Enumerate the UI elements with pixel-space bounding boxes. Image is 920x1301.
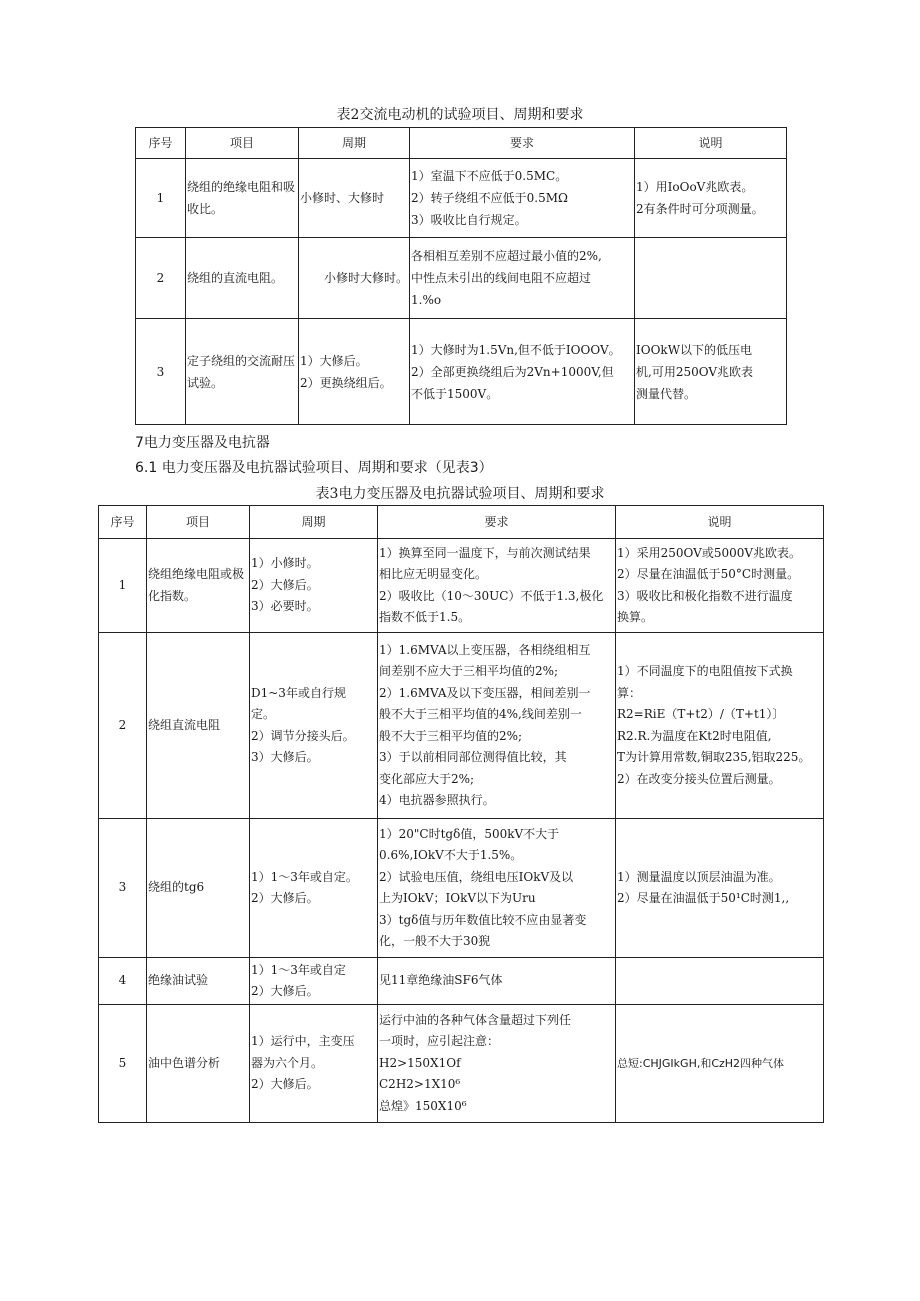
period-line: 1）运行中，主变压 bbox=[251, 1034, 355, 1049]
row-no: 3 bbox=[99, 819, 147, 958]
row-req bbox=[378, 958, 616, 1005]
note-line: 1）测量温度以顶层油温为准。 bbox=[617, 869, 781, 884]
req-line: 4）电抗器参照执行。 bbox=[379, 793, 495, 807]
req-line: 见11章绝缘油SF6气体 bbox=[379, 973, 503, 988]
row-period: 小修时、大修时 bbox=[299, 159, 410, 238]
table3 bbox=[98, 505, 824, 1123]
req-line: H2>150X1Of bbox=[379, 1055, 461, 1070]
req-line: 1）20"C时tgδ值，500kV不大于 bbox=[379, 826, 560, 841]
row-req bbox=[378, 633, 616, 819]
row-note bbox=[616, 1005, 824, 1123]
req-line: 1.%o bbox=[411, 293, 442, 307]
period-line: 1）1～3年或自定。 bbox=[251, 869, 358, 884]
table2 bbox=[135, 127, 787, 425]
row-item: 绕组直流电阻 bbox=[147, 633, 250, 819]
header-no: 序号 bbox=[136, 128, 186, 159]
row-period bbox=[250, 819, 378, 958]
req-line: 总煌》150X10⁶ bbox=[379, 1098, 467, 1113]
period-line: 1）1～3年或自定 bbox=[251, 962, 346, 977]
req-line: 3）吸收比自行规定。 bbox=[411, 213, 527, 227]
row-note bbox=[616, 633, 824, 819]
row-note bbox=[635, 159, 787, 238]
req-line: 2）试验电压值，绕组电压IOkV及以 bbox=[379, 869, 574, 884]
row-req bbox=[410, 319, 635, 425]
req-line: 间差别不应大于三相平均值的2%; bbox=[379, 664, 559, 678]
row-item: 绕组的直流电阻。 bbox=[186, 238, 299, 319]
period-line: 2）大修后。 bbox=[251, 577, 319, 592]
note-line: 换算。 bbox=[617, 610, 654, 624]
header-note: 说明 bbox=[616, 506, 824, 539]
note-line: R2.R.为温度在Kt2时电阻值, bbox=[617, 728, 772, 743]
row-period bbox=[250, 539, 378, 633]
note-line: 测量代替。 bbox=[636, 386, 697, 401]
header-req: 要求 bbox=[378, 506, 616, 539]
table-row bbox=[99, 958, 824, 1005]
note-line: 2有条件时可分项测量。 bbox=[636, 202, 764, 216]
header-req: 要求 bbox=[410, 128, 635, 159]
req-line: 2）1.6MVA及以下变压器，相间差别一 bbox=[379, 685, 591, 700]
req-line: 不低于1500V。 bbox=[411, 386, 499, 401]
period-line: 2）调节分接头后。 bbox=[251, 728, 355, 743]
header-note: 说明 bbox=[635, 128, 787, 159]
req-line: 3）tgδ值与历年数值比较不应由显著变 bbox=[379, 912, 587, 927]
period-line: 器为六个月。 bbox=[251, 1055, 324, 1070]
note-line: 2）尽量在油温低于50°C时测量。 bbox=[617, 567, 800, 581]
row-req bbox=[410, 238, 635, 319]
req-line: 2）转子绕组不应低于0.5MΩ bbox=[411, 191, 568, 205]
row-req bbox=[378, 539, 616, 633]
req-line: 2）吸收比（10～30UC）不低于1.3,极化 bbox=[379, 588, 604, 603]
req-line: 1）换算至同一温度下，与前次测试结果 bbox=[379, 545, 591, 560]
req-line: 1）室温下不应低于0.5MC。 bbox=[411, 169, 568, 183]
req-line: 般不大于三相平均值的2%; bbox=[379, 728, 523, 743]
table2-header-row bbox=[136, 128, 787, 159]
row-no: 1 bbox=[136, 159, 186, 238]
table-row bbox=[136, 319, 787, 425]
row-req bbox=[378, 819, 616, 958]
req-line: 1）大修时为1.5Vn,但不低于IOOOV。 bbox=[411, 342, 621, 357]
section-heading-7: 7电力变压器及电抗器 bbox=[135, 435, 270, 451]
row-req bbox=[378, 1005, 616, 1123]
row-item: 绕组的tg6 bbox=[147, 819, 250, 958]
note-line: IOOkW以下的低压电 bbox=[636, 342, 753, 357]
req-line: 中性点未引出的线间电阻不应超过 bbox=[411, 271, 592, 285]
note-line: 2）在改变分接头位置后测量。 bbox=[617, 771, 781, 786]
note-line: R2=RiE（T+t2）/（T+t1）〕 bbox=[617, 707, 785, 721]
row-no: 2 bbox=[99, 633, 147, 819]
row-no: 5 bbox=[99, 1005, 147, 1123]
row-no: 1 bbox=[99, 539, 147, 633]
note-line: 算： bbox=[617, 685, 642, 700]
req-line: 各相相互差别不应超过最小值的2%, bbox=[411, 249, 602, 263]
row-no: 4 bbox=[99, 958, 147, 1005]
period-line: 定。 bbox=[251, 707, 276, 721]
row-note bbox=[616, 539, 824, 633]
period-line: 2）大修后。 bbox=[251, 891, 319, 905]
row-note bbox=[616, 958, 824, 1005]
req-line: 1）1.6MVA以上变压器，各相绕组相互 bbox=[379, 642, 591, 657]
note-line: 总短:CHJGIkGH,和CzH2四种气体 bbox=[617, 1056, 785, 1070]
period-line: 3）必要时。 bbox=[251, 599, 319, 614]
row-item: 油中色谱分析 bbox=[147, 1005, 250, 1123]
req-line: C2H2>1X10⁶ bbox=[379, 1077, 461, 1092]
row-item: 绝缘油试验 bbox=[147, 958, 250, 1005]
period-line: 2）大修后。 bbox=[251, 1077, 319, 1092]
req-line: 化，一般不大于30猊 bbox=[379, 934, 491, 948]
header-no: 序号 bbox=[99, 506, 147, 539]
row-period bbox=[250, 1005, 378, 1123]
req-line: 般不大于三相平均值的4%,线间差别一 bbox=[379, 707, 582, 721]
section-heading-6-1: 6.1 电力变压器及电抗器试验项目、周期和要求（见表3） bbox=[135, 460, 493, 476]
header-item: 项目 bbox=[147, 506, 250, 539]
note-line: 机,可用250OV兆欧表 bbox=[636, 364, 754, 379]
row-item: 绕组绝缘电阻或极化指数。 bbox=[147, 539, 250, 633]
row-no: 2 bbox=[136, 238, 186, 319]
table-row bbox=[136, 238, 787, 319]
req-line: 上为IOkV；IOkV以下为Uru bbox=[379, 891, 536, 905]
req-line: 3）于以前相同部位测得值比较，其 bbox=[379, 750, 567, 764]
req-line: 运行中油的各种气体含量超过下列任 bbox=[379, 1012, 572, 1027]
note-line: 1）用IoOoV兆欧表。 bbox=[636, 180, 754, 194]
note-line: 1）不同温度下的电阻值按下式换 bbox=[617, 664, 793, 678]
header-item: 项目 bbox=[186, 128, 299, 159]
header-period: 周期 bbox=[250, 506, 378, 539]
table3-header-row bbox=[99, 506, 824, 539]
table-row bbox=[99, 819, 824, 958]
row-note bbox=[635, 238, 787, 319]
period-line: 3）大修后。 bbox=[251, 750, 319, 764]
row-period: 小修时大修时。 bbox=[299, 238, 410, 319]
table-row bbox=[99, 539, 824, 633]
note-line: 3）吸收比和极化指数不进行温度 bbox=[617, 588, 793, 603]
req-line: 2）全部更换绕组后为2Vn+1000V,但 bbox=[411, 364, 614, 379]
req-line: 一项时，应引起注意： bbox=[379, 1034, 500, 1049]
note-line: 2）尽量在油温低于50¹C时测1,, bbox=[617, 891, 790, 905]
row-no: 3 bbox=[136, 319, 186, 425]
table-row bbox=[136, 159, 787, 238]
row-note bbox=[635, 319, 787, 425]
period-line: D1~3年或自行规 bbox=[251, 685, 346, 700]
note-line: 1）采用250OV或5000V兆欧表。 bbox=[617, 545, 802, 560]
row-period bbox=[250, 633, 378, 819]
table-row bbox=[99, 633, 824, 819]
row-note bbox=[616, 819, 824, 958]
req-line: 0.6%,IOkV不大于1.5%。 bbox=[379, 848, 523, 862]
row-item: 定子绕组的交流耐压试验。 bbox=[186, 319, 299, 425]
row-period: 1）大修后。 2）更换绕组后。 bbox=[299, 319, 410, 425]
header-period: 周期 bbox=[299, 128, 410, 159]
row-period bbox=[250, 958, 378, 1005]
period-line: 1）小修时。 bbox=[251, 556, 319, 571]
req-line: 变化部应大于2%; bbox=[379, 771, 475, 786]
note-line: T为计算用常数,铜取235,铝取225。 bbox=[617, 750, 811, 764]
req-line: 相比应无明显变化。 bbox=[379, 567, 488, 581]
table3-caption: 表3电力变压器及电抗器试验项目、周期和要求 bbox=[315, 486, 605, 502]
table-row bbox=[99, 1005, 824, 1123]
row-req bbox=[410, 159, 635, 238]
table2-caption: 表2交流电动机的试验项目、周期和要求 bbox=[336, 107, 584, 123]
row-item: 绕组的绝缘电阻和吸收比。 bbox=[186, 159, 299, 238]
req-line: 指数不低于1.5。 bbox=[379, 610, 471, 624]
period-line: 2）大修后。 bbox=[251, 984, 319, 998]
